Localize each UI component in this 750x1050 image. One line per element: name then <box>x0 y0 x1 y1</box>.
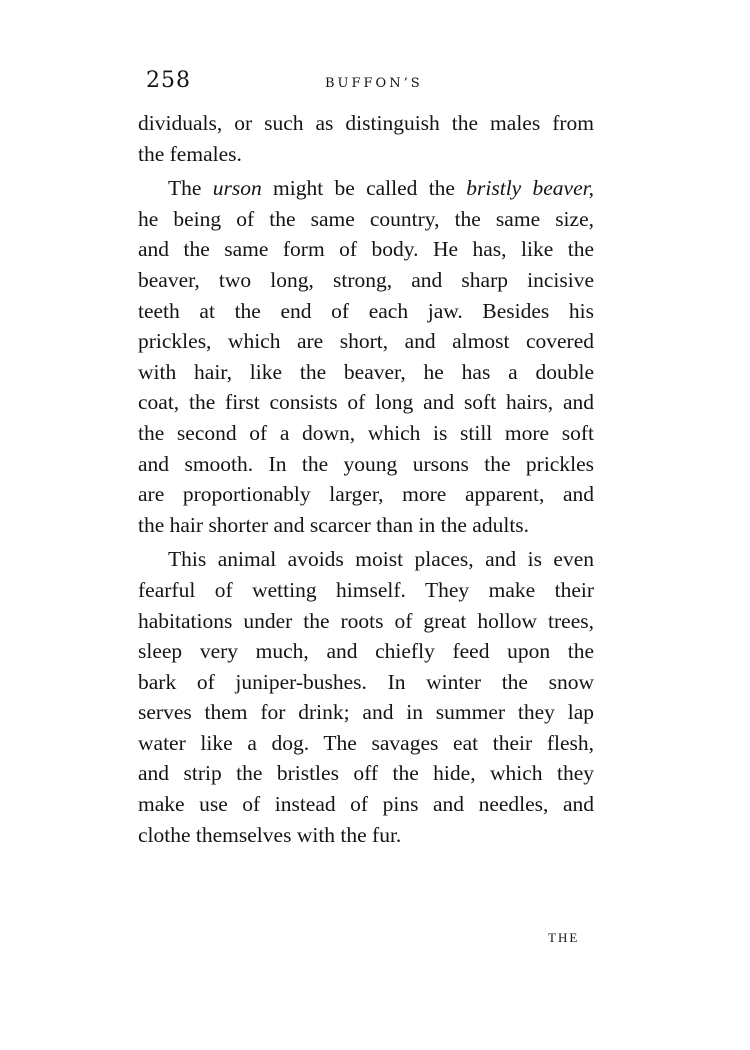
running-title: BUFFON’S <box>325 76 423 91</box>
text-line: sleep very much, and chiefly feed upon the <box>138 639 594 664</box>
text-line: teeth at the end of each jaw. Besides his <box>138 298 594 323</box>
italic-term-bristly-beaver: bristly beaver, <box>466 176 594 201</box>
text-fragment: might be called the <box>261 176 467 201</box>
text-line: and strip the bristles off the hide, which they <box>138 761 594 786</box>
text-line: clothe themselves with the fur. <box>138 822 402 847</box>
text-line: are proportionably larger, more apparent, and <box>138 482 594 507</box>
text-line: habitations under the roots of great hollow trees, <box>138 608 594 633</box>
text-line: and the same form of body. He has, like the <box>138 237 594 262</box>
text-line: make use of instead of pins and needles, and <box>138 792 594 817</box>
text-line: coat, the first consists of long and soft hairs, and <box>138 390 594 415</box>
text-line: the females. <box>138 141 242 166</box>
page-number: 258 <box>146 68 191 93</box>
text-line: the hair shorter and scarcer than in the adults. <box>138 512 530 537</box>
text-line: dividuals, or such as distinguish the males from <box>138 111 594 135</box>
text-line: water like a dog. The savages eat their flesh, <box>138 730 594 755</box>
italic-term-urson: urson <box>212 176 262 201</box>
text-line: and smooth. In the young ursons the prickles <box>138 451 594 476</box>
text-line: serves them for drink; and in summer they lap <box>138 700 594 725</box>
text-fragment: The <box>168 176 213 201</box>
text-line: bark of juniper-bushes. In winter the snow <box>138 669 594 694</box>
text-line: fearful of wetting himself. They make their <box>138 577 594 602</box>
running-head <box>140 68 600 98</box>
text-line <box>138 173 594 204</box>
text-line: This animal avoids moist places, and is even <box>168 547 594 572</box>
text-line: he being of the same country, the same size, <box>138 206 594 231</box>
text-line: beaver, two long, strong, and sharp incisive <box>138 267 594 292</box>
text-line: the second of a down, which is still more soft <box>138 420 594 445</box>
text-line: with hair, like the beaver, he has a double <box>138 359 594 384</box>
catchword: THE <box>548 930 580 945</box>
body-text <box>138 108 594 850</box>
text-line: prickles, which are short, and almost covered <box>138 329 594 354</box>
